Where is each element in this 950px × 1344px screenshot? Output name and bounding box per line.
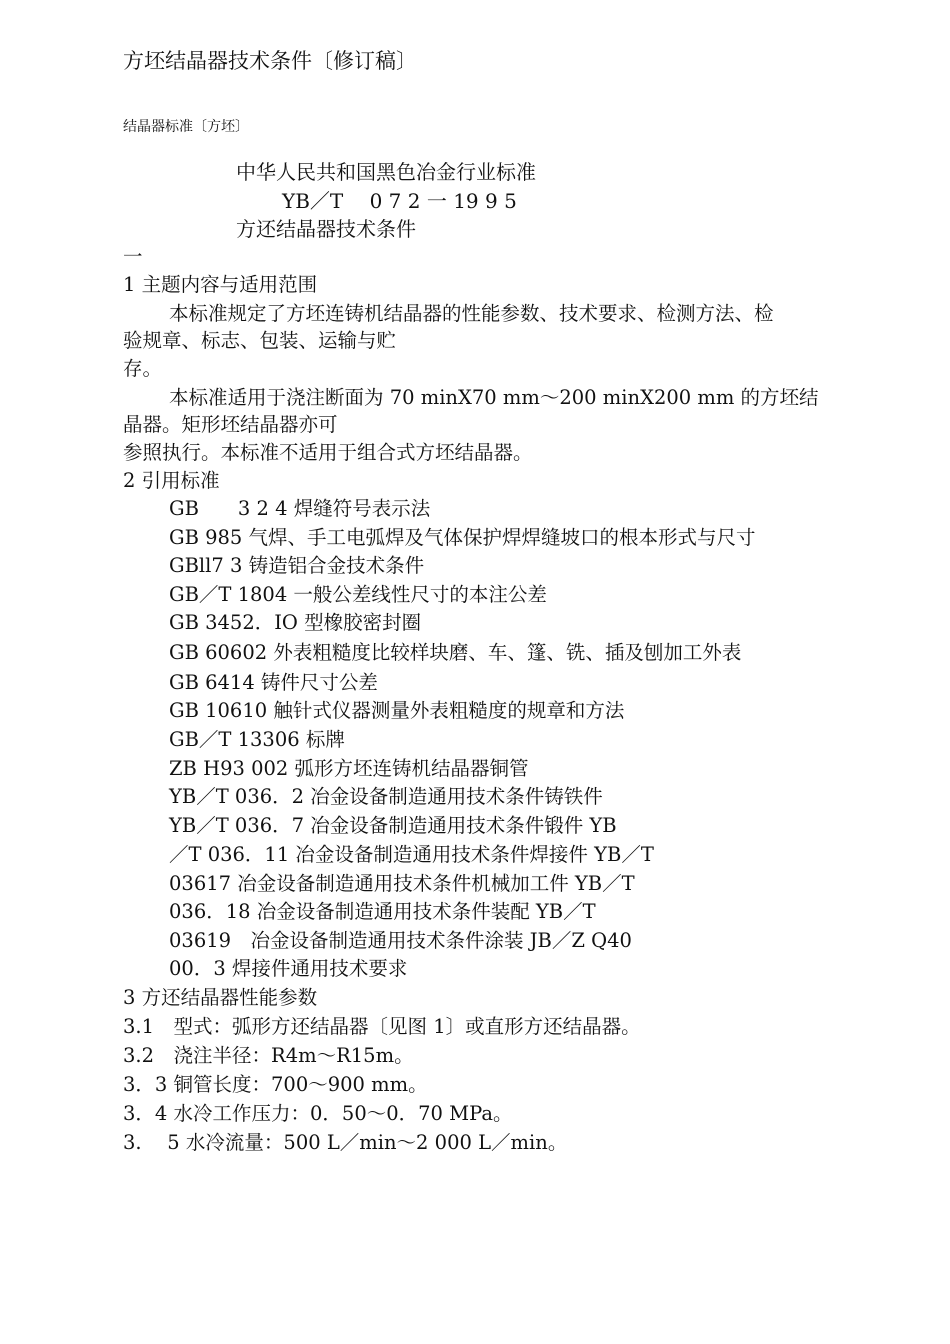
section-1-paragraph-1-line-1: 本标准规定了方坯连铸机结晶器的性能参数、技术要求、检测方法、检	[169, 302, 774, 325]
section-1-paragraph-2-line-1: 本标准适用于浇注断面为 70 minX70 mm～200 minX200 mm 的方坯结	[169, 386, 819, 409]
dash-line: 一	[123, 245, 143, 268]
reference-item: YB／T 036．2 冶金设备制造通用技术条件铸铁件	[169, 785, 603, 808]
document-title: 方坯结晶器技术条件〔修订稿〕	[123, 49, 417, 73]
reference-item: GB 985 气焊、手工电弧焊及气体保护焊焊缝坡口的根本形式与尺寸	[169, 526, 756, 549]
reference-item: GB／T 13306 标牌	[169, 728, 345, 751]
section-1-paragraph-1-line-2: 验规章、标志、包装、运输与贮	[123, 329, 397, 352]
reference-item: GB 60602 外表粗糙度比较样块磨、车、篷、铣、插及刨加工外表	[169, 641, 742, 664]
parameter-item: 3.2 浇注半径：R4m～R15m。	[123, 1044, 414, 1067]
parameter-item: 3．3 铜管长度：700～900 mm。	[123, 1073, 428, 1096]
standard-org-line: 中华人民共和国黑色冶金行业标准	[236, 160, 536, 184]
reference-item: GBll7 3 铸造铝合金技术条件	[169, 554, 425, 577]
reference-item: GB 3 2 4 焊缝符号表示法	[169, 497, 431, 520]
section-3-heading: 3 方还结晶器性能参数	[123, 986, 318, 1009]
parameter-item: 3．4 水冷工作压力：0．50～0．70 MPa。	[123, 1102, 513, 1125]
reference-item: YB／T 036．7 冶金设备制造通用技术条件锻件 YB	[169, 814, 617, 837]
parameter-item: 3. 5 水冷流量：500 L／min～2 000 L／min。	[123, 1131, 568, 1154]
reference-item: 03619 冶金设备制造通用技术条件涂装 JB／Z Q40	[169, 929, 632, 952]
section-1-paragraph-2-line-3: 参照执行。本标准不适用于组合式方坯结晶器。	[123, 441, 533, 464]
standard-name-line: 方还结晶器技术条件	[236, 217, 416, 241]
section-2-heading: 2 引用标准	[123, 469, 220, 492]
reference-item: GB 6414 铸件尺寸公差	[169, 671, 378, 694]
reference-item: ／T 036．11 冶金设备制造通用技术条件焊接件 YB／T	[169, 843, 654, 866]
reference-item: 036．18 冶金设备制造通用技术条件装配 YB／T	[169, 900, 596, 923]
reference-item: 03617 冶金设备制造通用技术条件机械加工件 YB／T	[169, 872, 635, 895]
section-1-paragraph-1-line-3: 存。	[123, 357, 163, 380]
section-1-heading: 1 主题内容与适用范围	[123, 273, 318, 296]
reference-item: GB 10610 触针式仪器测量外表粗糙度的规章和方法	[169, 699, 625, 722]
reference-item: GB 3452．IO 型橡胶密封圈	[169, 611, 422, 634]
standard-number-line: YB／T 0 7 2 一 19 9 5	[282, 189, 517, 213]
reference-item: ZB H93 002 弧形方坯连铸机结晶器铜管	[169, 757, 529, 780]
section-1-paragraph-2-line-2: 晶器。矩形坯结晶器亦可	[123, 413, 338, 436]
document-subtitle: 结晶器标准〔方坯〕	[123, 119, 249, 135]
parameter-item: 3.1 型式：弧形方还结晶器〔见图 1〕或直形方还结晶器。	[123, 1015, 641, 1038]
reference-item: GB／T 1804 一般公差线性尺寸的本注公差	[169, 583, 547, 606]
reference-item: 00．3 焊接件通用技术要求	[169, 957, 408, 980]
